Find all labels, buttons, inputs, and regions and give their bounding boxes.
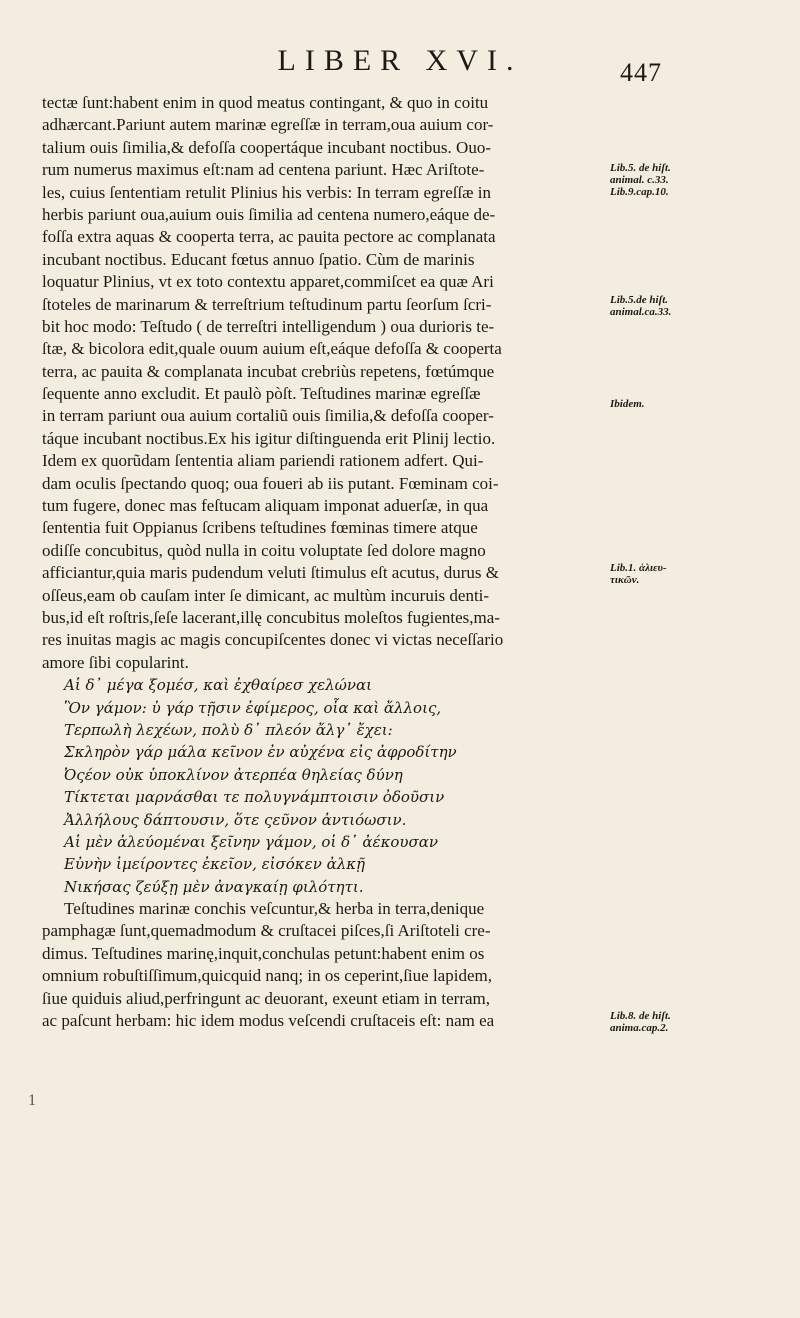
text-line: dam oculis ſpectando quoq; oua foueri ab iis putant. Fœminam coi- (42, 473, 499, 493)
margin-note: Ibidem. (610, 398, 645, 410)
greek-verse-line: Αἱ μὲν ἀλεύομέναι ξεῖνην γάμον, οἱ δ᾽ ἀέκουσαν (64, 832, 439, 851)
text-line: les, cuius ſententiam retulit Plinius his verbis: In terram egreſſæ in (42, 182, 491, 202)
greek-verse-line: Εὐνὴν ἱμείροντες ἐκεῖον, εἰσόκεν ἀλκῇ (64, 855, 366, 874)
text-line: afficiantur,quia maris pudendum veluti ſtimulus eſt acutus, durus & (42, 563, 499, 583)
text-line: pamphagæ ſunt,quemadmodum & cruſtacei piſces,ſi Ariſtoteli cre- (42, 921, 491, 941)
text-line: ſiue quiduis aliud,perfringunt ac deuorant, exeunt etiam in terram, (42, 988, 490, 1008)
text-line: loquatur Plinius, vt ex toto contextu apparet,commiſcet ea quæ Ari (42, 272, 494, 292)
text-line: táque incubant noctibus.Ex his igitur diſtinguenda erit Plinij lectio. (42, 428, 496, 448)
text-line: ſtoteles de marinarum & terreſtrium teſtudinum partu ſeorſum ſcri- (42, 294, 492, 314)
page-number: 447 (620, 58, 662, 87)
text-line: ſequente anno excludit. Et paulò pòſt. Teſtudines marinæ egreſſæ (42, 384, 481, 404)
greek-verse-line: Ὀςέον οὐκ ὑποκλίνον ἀτερπέα θηλείας δύνη (64, 765, 403, 784)
running-head: LIBER XVI. (277, 44, 523, 77)
text-line: ſententia fuit Oppianus ſcribens teſtudines fœminas timere atque (42, 518, 478, 538)
margin-note: Lib.5.de hiſt. animal.ca.33. (610, 294, 672, 318)
margin-note: Lib.1. ἁλιευ- τικῶν. (610, 562, 667, 586)
text-line: foſſa extra aquas & cooperta terra, ac pauita pectore ac complanata (42, 227, 496, 247)
text-line: Idem ex quorũdam ſententia aliam pariendi rationem adfert. Qui- (42, 451, 484, 471)
greek-verse-block (42, 674, 602, 898)
greek-verse-line: Αἱ δ᾽ μέγα ξομέσ, καὶ ἐχθαίρεσ χελώναι (64, 676, 372, 695)
greek-verse-line: Τίκτεται μαρνάσθαι τε πολυγνάμπτοισιν ὀδοῦσιν (64, 788, 445, 807)
margin-note: Lib.8. de hiſt. anima.cap.2. (610, 1010, 671, 1034)
greek-verse-line: Ἀλλήλους δάπτουσιν, ὅτε ςεῦνον ἀντιόωσιν. (64, 810, 407, 829)
text-line: ac paſcunt herbam: hic idem modus veſcendi cruſtaceis eſt: nam ea (42, 1011, 495, 1031)
text-line: oſſeus,eam ob cauſam inter ſe dimicant, ac multùm incuruis denti- (42, 585, 490, 605)
text-line: ſtæ, & bicolora edit,quale ouum auium eſt,eáque defoſſa & cooperta (42, 339, 502, 359)
text-line: herbis pariunt oua,auium ouis ſimilia ad centena numero,eáque de- (42, 204, 496, 224)
text-line: dimus. Teſtudines marinę,inquit,conchulas petunt:habent enim os (42, 943, 485, 963)
greek-verse-line: Ὃν γάμον: ὐ γάρ τῇσιν ἐφίμερος, οἷα καὶ ἄλλοις, (64, 698, 442, 717)
margin-note: Lib.5. de hiſt. animal. c.33. Lib.9.cap.10. (610, 162, 671, 198)
text-body (42, 92, 602, 1032)
signature-mark: 1 (28, 1092, 36, 1109)
text-line: amore ſibi copularint. (42, 652, 189, 672)
text-line: terra, ac pauita & complanata incubat crebriùs repetens, fœtúmque (42, 361, 495, 381)
text-line: res inuitas magis ac magis concupiſcentes donec vi victas neceſſario (42, 630, 504, 650)
text-line: rum numerus maximus eſt:nam ad centena pariunt. Hæc Ariſtote- (42, 160, 485, 180)
text-line: incubant noctibus. Educant fœtus annuo ſpatio. Cùm de marinis (42, 249, 475, 269)
text-line: odiſſe concubitus, quòd nulla in coitu voluptate ſed dolore magno (42, 540, 486, 560)
text-line: adhærcant.Pariunt autem marinæ egreſſæ in terram,oua auium cor- (42, 115, 494, 135)
greek-verse-line: Νικήσας ζεύξῃ μὲν ἀναγκαίῃ φιλότητι. (64, 877, 364, 896)
greek-verse-line: Σκληρὸν γάρ μάλα κεῖνον ἐν αὐχένα εἰς ἀφροδίτην (64, 743, 457, 762)
text-line: tectæ ſunt:habent enim in quod meatus contingant, & quo in coitu (42, 93, 489, 112)
text-line: in terram pariunt oua auium cortaliũ ouis ſimilia,& defoſſa cooper- (42, 406, 494, 426)
text-line: Teſtudines marinæ conchis veſcuntur,& herba in terra,denique (64, 899, 485, 919)
text-line: bus,id eſt roſtris,ſeſe lacerant,illę concubitus moleſtos fugientes,ma- (42, 607, 500, 627)
greek-verse-line: Τερπωλὴ λεχέων, πολὺ δ᾽ πλεόν ἄλγ᾽ ἔχει: (64, 720, 393, 739)
text-line: omnium robuſtiſſimum,quicquid nanq; in os ceperint,ſiue lapidem, (42, 966, 492, 986)
text-line: bit hoc modo: Teſtudo ( de terreſtri intelligendum ) oua durioris te- (42, 316, 495, 336)
text-line: tum fugere, donec mas feſtucam aliquam imponat aduerſæ, in qua (42, 496, 489, 516)
text-line: talium ouis ſimilia,& defoſſa coopertáque incubant noctibus. Ouo- (42, 137, 491, 157)
